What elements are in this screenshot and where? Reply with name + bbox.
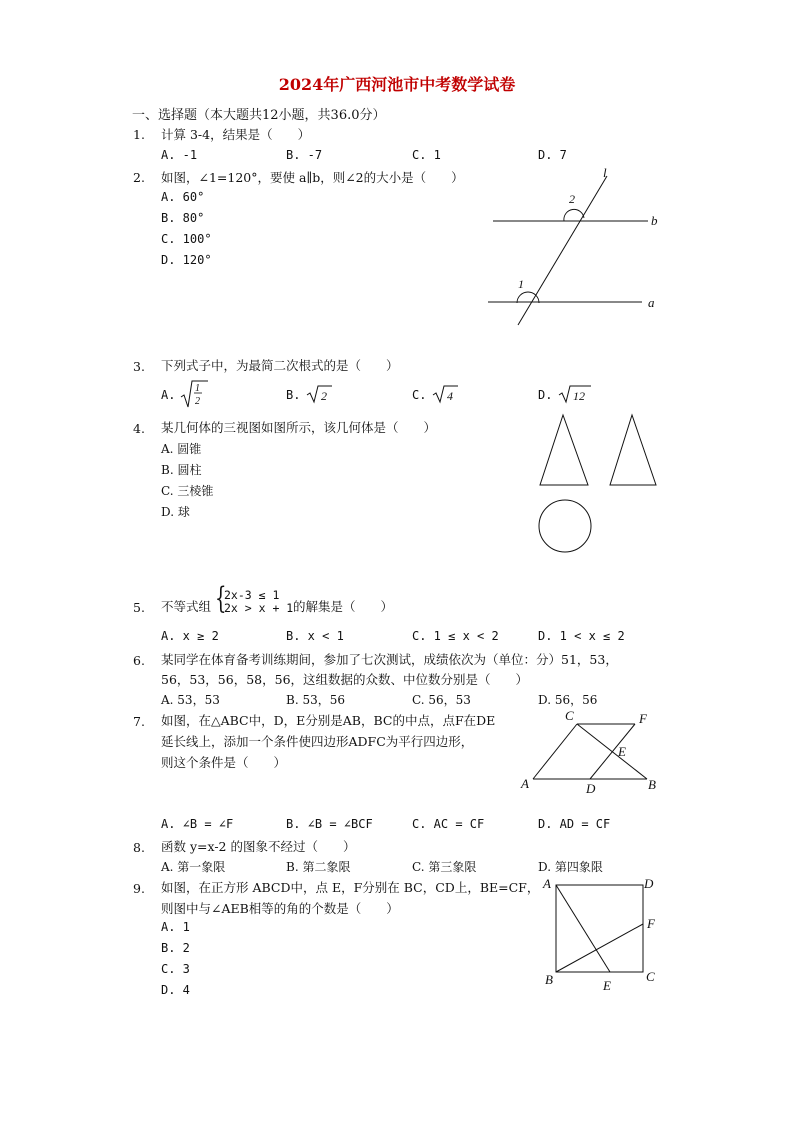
option-d: D. 1 < x ≤ 2 [538, 629, 625, 643]
front-view-triangle [540, 415, 588, 485]
question-number: 4. [133, 421, 145, 436]
option-b: B. 2 [161, 941, 190, 955]
sqrt-4 [432, 383, 462, 405]
label-d: D [644, 876, 654, 891]
side-ac [533, 724, 577, 779]
radical-sign [307, 386, 332, 402]
option-d: D. 56，56 [538, 693, 598, 707]
question-stem-line-1: 如图，在△ABC中，D，E分别是AB，BC的中点，点F在DE [161, 713, 496, 728]
option-a-label: A. [161, 388, 176, 402]
option-a: A. 60° [161, 190, 205, 204]
question-number: 1. [133, 127, 145, 142]
square-abcd [556, 885, 643, 972]
question-stem: 如图，∠1=120°，要使 a∥b，则∠2的大小是（ ） [161, 170, 464, 185]
option-d: D. 第四象限 [538, 860, 603, 874]
radical-sign [433, 386, 458, 402]
top-view-circle [539, 500, 591, 552]
radicand: 12 [573, 389, 585, 403]
fraction-denominator: 2 [195, 396, 200, 407]
option-d: D. 4 [161, 983, 190, 997]
option-c: C. 100° [161, 232, 212, 246]
radicand: 2 [321, 389, 327, 403]
option-a: A. x ≥ 2 [161, 629, 219, 643]
radicand: 4 [447, 389, 453, 403]
option-c: C. 3 [161, 962, 190, 976]
parallel-lines-figure [480, 162, 670, 332]
inequality-1: 2x-3 ≤ 1 [224, 588, 280, 602]
question-number: 2. [133, 170, 145, 185]
label-e: E [618, 744, 626, 759]
sqrt-half [180, 378, 210, 410]
question-number: 3. [133, 359, 145, 374]
sqrt-12 [558, 383, 594, 405]
option-a: A. ∠B = ∠F [161, 817, 234, 831]
question-stem-line-2: 56，53，56，58，56，这组数据的众数、中位数分别是（ ） [161, 672, 529, 687]
option-b-label: B. [286, 388, 301, 402]
question-number: 5. [133, 600, 145, 615]
transversal-l [518, 176, 607, 325]
label-e: E [603, 978, 611, 993]
option-d-label: D. [538, 388, 553, 402]
label-a: A [543, 876, 551, 891]
question-number: 8. [133, 840, 145, 855]
option-d: D. 120° [161, 253, 212, 267]
label-a: A [521, 776, 529, 791]
question-stem: 函数 y=x-2 的图象不经过（ ） [161, 839, 356, 854]
question-stem-line-2: 延长线上，添加一个条件使四边形ADFC为平行四边形， [161, 734, 474, 749]
question-stem-line-1: 如图，在正方形 ABCD中，点 E，F分别在 BC，CD上，BE=CF， [161, 880, 540, 895]
segment-bf [556, 924, 643, 972]
option-b: B. -7 [286, 148, 323, 162]
label-b: B [545, 972, 553, 987]
option-a: A. -1 [161, 148, 198, 162]
label-b: b [651, 213, 658, 228]
page-title: 2024年广西河池市中考数学试卷 [278, 75, 516, 94]
question-stem: 某几何体的三视图如图所示，该几何体是（ ） [161, 420, 437, 435]
question-stem: 计算 3-4，结果是（ ） [161, 127, 311, 142]
label-angle-1: 1 [518, 277, 524, 291]
question-stem-line-2: 则图中与∠AEB相等的角的个数是（ ） [161, 901, 399, 916]
label-a: a [648, 295, 655, 310]
label-l: l [603, 165, 607, 180]
option-c: C. AC = CF [412, 817, 485, 831]
option-c: C. 第三象限 [412, 860, 477, 874]
question-stem-line-3: 则这个条件是（ ） [161, 755, 287, 770]
option-b: B. x < 1 [286, 629, 344, 643]
segment-ae [556, 885, 610, 972]
question-number: 7. [133, 714, 145, 729]
option-b: B. 53，56 [286, 693, 345, 707]
three-views-figure [535, 410, 665, 560]
question-number: 9. [133, 881, 145, 896]
label-angle-2: 2 [569, 192, 575, 206]
question-stem: 下列式子中，为最简二次根式的是（ ） [161, 358, 399, 373]
option-b: B. 圆柱 [161, 463, 202, 477]
fraction-numerator: 1 [195, 383, 200, 394]
option-b: B. ∠B = ∠BCF [286, 817, 373, 831]
option-d: D. 7 [538, 148, 567, 162]
inequality-2: 2x > x + 1 [224, 601, 294, 615]
square-abcd-figure [540, 872, 665, 997]
option-b: B. 80° [161, 211, 205, 225]
option-c: C. 56，53 [412, 693, 471, 707]
option-d: D. AD = CF [538, 817, 611, 831]
option-d: D. 球 [161, 505, 190, 519]
label-f: F [647, 916, 655, 931]
option-c-label: C. [412, 388, 427, 402]
option-c: C. 1 [412, 148, 441, 162]
label-c: C [646, 969, 655, 984]
label-d: D [586, 781, 596, 796]
label-b: B [648, 777, 656, 792]
option-c: C. 1 ≤ x < 2 [412, 629, 499, 643]
question-stem-line-1: 某同学在体育备考训练期间，参加了七次测试，成绩依次为（单位：分）51，53， [161, 652, 618, 667]
question-stem-suffix: 的解集是（ ） [293, 599, 394, 614]
segment-df [590, 724, 635, 779]
question-stem-prefix: 不等式组 [161, 599, 212, 614]
brace-icon: { [215, 581, 227, 616]
option-a: A. 1 [161, 920, 190, 934]
triangle-abc-figure [515, 705, 665, 800]
sqrt-2 [306, 383, 336, 405]
option-a: A. 53，53 [161, 693, 220, 707]
option-a: A. 第一象限 [161, 860, 226, 874]
angle-1-arc [517, 292, 539, 303]
label-c: C [565, 708, 574, 723]
side-view-triangle [610, 415, 656, 485]
option-c: C. 三棱锥 [161, 484, 214, 498]
section-heading: 一、选择题（本大题共12小题，共36.0分） [132, 108, 386, 123]
option-b: B. 第二象限 [286, 860, 351, 874]
question-number: 6. [133, 653, 145, 668]
label-f: F [639, 711, 647, 726]
option-a: A. 圆锥 [161, 442, 202, 456]
